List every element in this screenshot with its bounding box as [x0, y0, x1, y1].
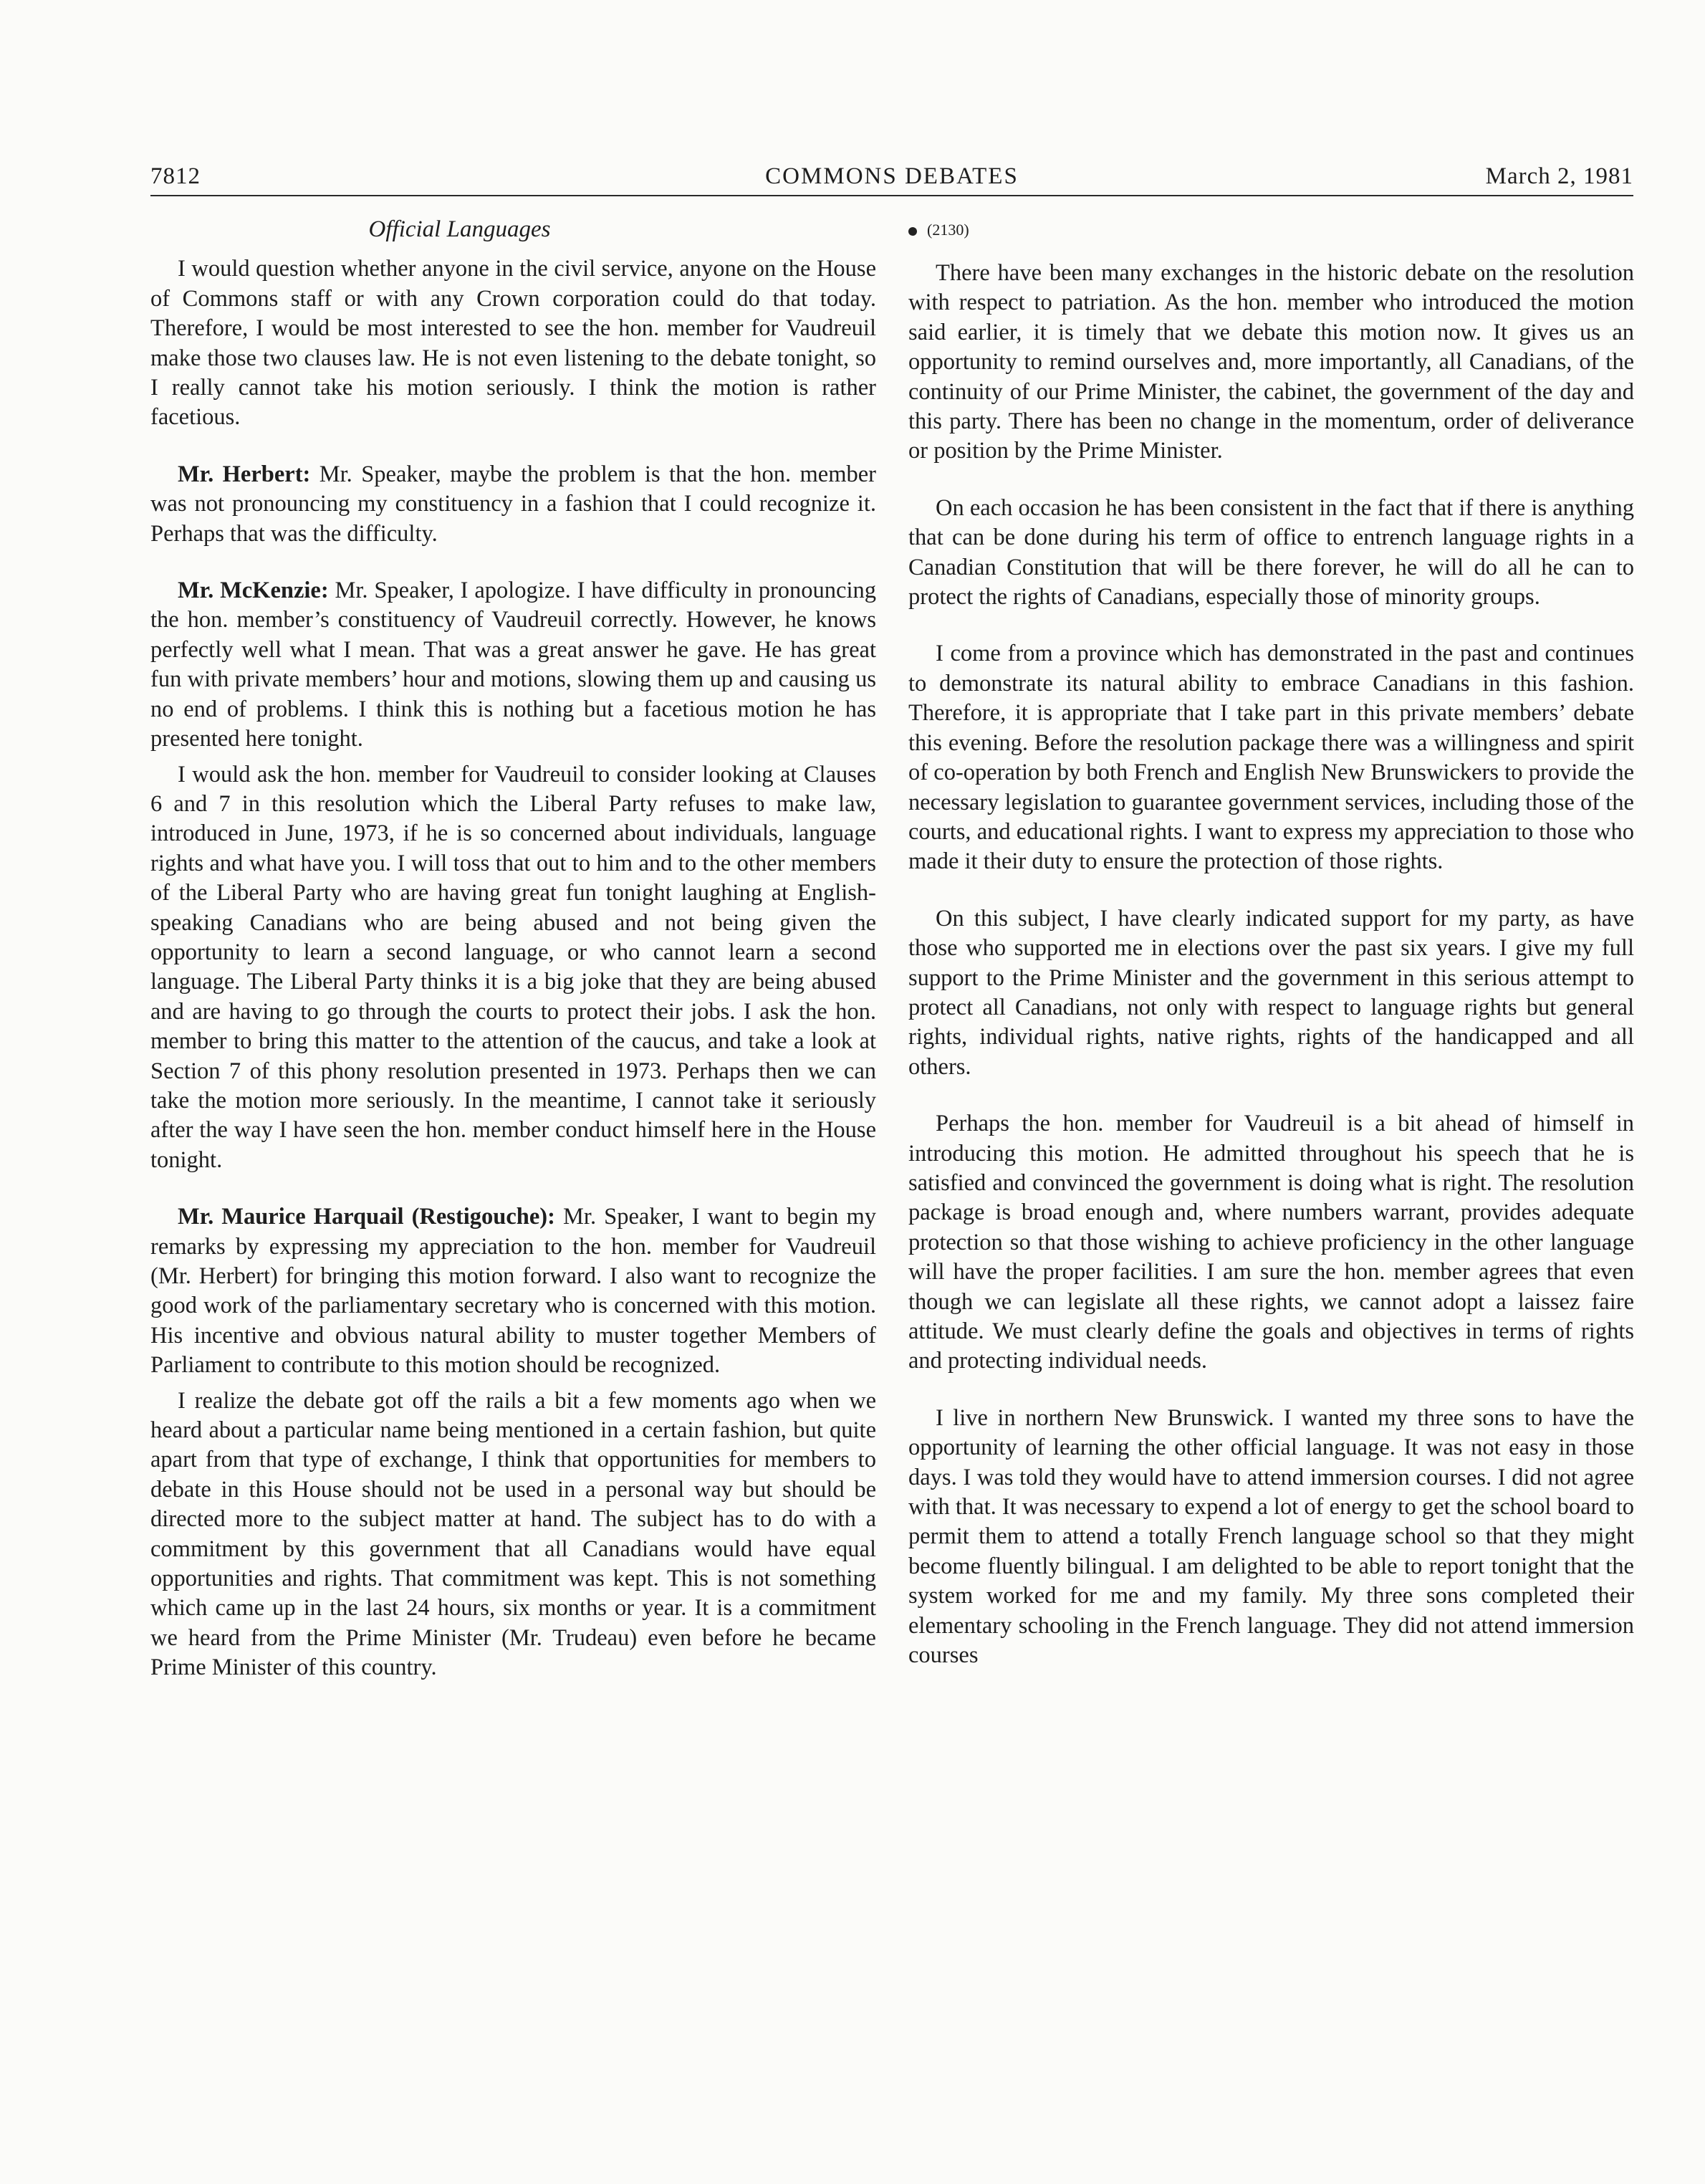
speaker-name: Mr. Maurice Harquail (Restigouche):: [178, 1204, 555, 1230]
paragraph: [150, 1386, 876, 1683]
publication-title: COMMONS DEBATES: [765, 163, 1019, 189]
speaker-name: Mr. Herbert:: [178, 461, 311, 487]
paragraph-text: I realize the debate got off the rails a bit a few moments ago when we heard about a particular name being mentioned in a certain fashion, but quite apart from that type of exchange, I think that opportunities for members to debate in this House should not be used in a personal way but should be directed more to the subject matter at hand. The subject has to do with a commitment by this government that all Canadians would have equal opportunities and rights. That commitment was kept. This is not something which came up in the last 24 hours, six months or year. It is a commitment we heard from the Prime Minister (Mr. Trudeau) even before he became Prime Minister of this country.: [150, 1387, 876, 1681]
time-marker-text: (2130): [927, 221, 969, 239]
paragraph: [150, 254, 876, 432]
left-column: [150, 215, 876, 1683]
paragraph: I live in northern New Brunswick. I wanted my three sons to have the opportunity of learning the other official language. It was not easy in those days. I was told they would have to attend immersion courses. I did not agree with that. It was necessary to expend a lot of energy to get the school board to permit them to attend a totally French language school so that they might become fluently bilingual. I am delighted to be able to report tonight that the system worked for me and my family. My three sons completed their elementary schooling in the French language. They did not attend immersion courses: [908, 1404, 1634, 1669]
bullet-icon: [908, 227, 917, 236]
time-marker: [908, 215, 1634, 244]
speaker-name: Mr. McKenzie:: [178, 578, 329, 604]
paragraph: [150, 760, 876, 1176]
paragraph: Perhaps the hon. member for Vaudreuil is a bit ahead of himself in introducing this motion. He admitted throughout his speech that he is satisfied and convinced the government is doing what is right. The resolution package is broad enough and, where numbers warrant, provides adequate protection so that those wishing to achieve proficiency in the other language will have the proper facilities. I am sure the hon. member agrees that even though we can legislate all these rights, we cannot adopt a laissez faire attitude. We must clearly define the goals and objectives in terms of rights and protecting individual needs.: [908, 1111, 1634, 1374]
paragraph: I come from a province which has demonstrated in the past and continues to demonstrate its natural ability to embrace Canadians in this fashion. Therefore, it is appropriate that I take part in this private members’ debate this evening. Before the resolution package there was a willingness and spirit of co-operation by both French and English New Brunswickers to provide the necessary legislation to guarantee government services, including those of the courts, and educational rights. I want to express my appreciation to those who made it their duty to ensure the protection of those rights.: [908, 641, 1634, 875]
paragraph: [150, 1202, 876, 1380]
paragraph: [150, 576, 876, 754]
paragraph-text: I would ask the hon. member for Vaudreuil to consider looking at Clauses 6 and 7 in this resolution which the Liberal Party refuses to make law, introduced in June, 1973, if he is so concerned about individuals, language rights and what have you. I will toss that out to him and to the other members of the Liberal Party who are having great fun tonight laughing at English-speaking Canadians who are being abused and not being given the opportunity to learn a second language, or who cannot learn a second language. The Liberal Party thinks it is a big joke that they are being abused and are having to go through the courts to protect their jobs. I ask the hon. member to bring this matter to the attention of the caucus, and take a look at Section 7 of this phony resolution presented in 1973. Perhaps then we can take the motion more seriously. In the meantime, I cannot take it seriously after the way I have seen the hon. member conduct himself here in the House tonight.: [150, 761, 876, 1173]
publication-date: March 2, 1981: [1485, 163, 1633, 189]
paragraph-text: Mr. Speaker, I apologize. I have difficulty in pronouncing the hon. member’s constituency of Vaudreuil correctly. However, he knows perfectly well what I mean. That was a great answer he gave. He has great fun with private members’ hour and motions, slowing them up and causing us no end of problems. I think this is nothing but a facetious motion he has presented here tonight.: [150, 578, 876, 752]
section-heading: Official Languages: [368, 216, 551, 242]
paragraph: [150, 460, 876, 549]
page-header: [150, 159, 1633, 196]
paragraph: On each occasion he has been consistent in the fact that if there is anything that can be done during his term of office to entrench language rights in a Canadian Constitution that will be there forever, he will do all he can to protect the rights of Canadians, especially those of minority groups.: [908, 494, 1634, 610]
page-number: 7812: [150, 163, 201, 189]
paragraph-text: Mr. Speaker, maybe the problem is that the hon. member was not pronouncing my constituency in a fashion that I could recognize it. Perhaps that was the difficulty.: [150, 461, 876, 547]
right-column: [908, 215, 1634, 1670]
paragraph: There have been many exchanges in the historic debate on the resolution with respect to patriation. As the hon. member who introduced the motion said earlier, it is timely that we debate this motion now. It gives us an opportunity to remind ourselves and, more importantly, all Canadians, of the continuity of our Prime Minister, the cabinet, the government of the day and this party. There has been no change in the momentum, order of deliverance or position by the Prime Minister.: [908, 260, 1634, 464]
paragraph: On this subject, I have clearly indicated support for my party, as have those who supported me in elections over the past six years. I give my full support to the Prime Minister and the government in this serious attempt to protect all Canadians, not only with respect to language rights but general rights, individual rights, native rights, rights of the handicapped and all others.: [908, 905, 1634, 1080]
paragraph-text: Mr. Speaker, I want to begin my remarks by expressing my appreciation to the hon. member for Vaudreuil (Mr. Herbert) for bringing this motion forward. I also want to recognize the good work of the parliamentary secretary who is concerned with this motion. His incentive and obvious natural ability to muster together Members of Parliament to contribute to this motion should be recognized.: [150, 1204, 876, 1379]
paragraph-text: I would question whether anyone in the civil service, anyone on the House of Commons staff or with any Crown corporation could do that today. Therefore, I would be most interested to see the hon. member for Vaudreuil make those two clauses law. He is not even listening to the debate tonight, so I really cannot take his motion seriously. I think the motion is rather facetious.: [150, 256, 876, 431]
